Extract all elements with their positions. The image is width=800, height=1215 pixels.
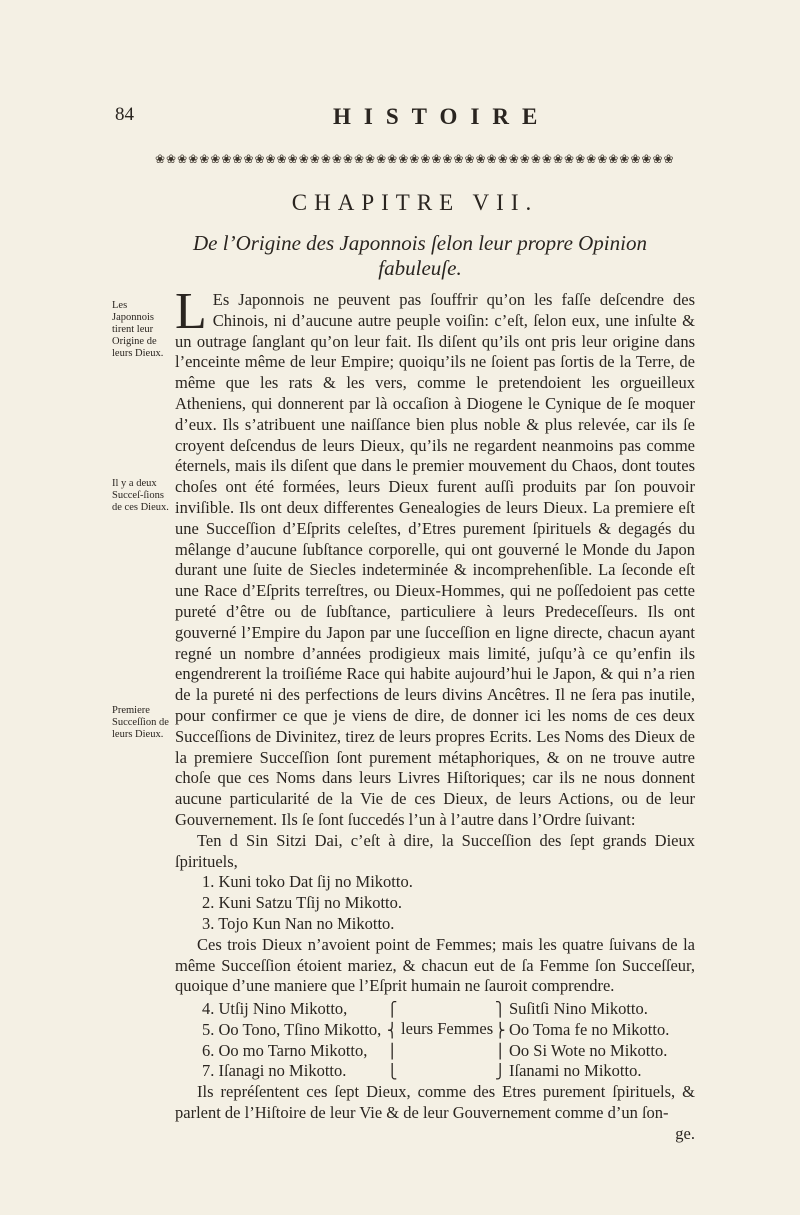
list-item: 3. Tojo Kun Nan no Mikotto. bbox=[202, 913, 395, 933]
list-item: 2. Kuni Satzu Tſij no Mikotto. bbox=[202, 893, 402, 913]
list-item: 6. Oo mo Tarno Mikotto, bbox=[202, 1040, 368, 1060]
paragraph-1 bbox=[175, 283, 695, 831]
list-item: Suſitſi Nino Mikotto. bbox=[509, 999, 648, 1019]
subtitle-line-1: De l’Origine des Japonnois ſelon leur propre Opinion bbox=[193, 231, 647, 255]
list-item: 1. Kuni toko Dat ſij no Mikotto. bbox=[202, 872, 413, 892]
page-number: 84 bbox=[115, 104, 134, 125]
right-brace: ⎫ ⎬ ⎪ ⎭ bbox=[495, 1003, 506, 1081]
list-item: Oo Toma fe no Mikotto. bbox=[509, 1019, 670, 1039]
list-item: 5. Oo Tono, Tſino Mikotto, bbox=[202, 1019, 382, 1039]
chapter-title: CHAPITRE VII. bbox=[291, 190, 539, 215]
husbands-column bbox=[202, 999, 392, 1082]
margin-note-two-successions: Il y a deux Succeſ-ſions de ces Dieux. bbox=[112, 478, 169, 513]
wives-label: leurs Femmes bbox=[401, 1019, 494, 1039]
paragraph-4: Ils repréſentent ces ſept Dieux, comme des Etres purement ſpirituels, & parlent de l’Hiſtoire de leur Vie & de leur Gouvernement comme d’un ſon- bbox=[175, 1082, 695, 1122]
list-item: Oo Si Wote no Mikotto. bbox=[509, 1040, 668, 1060]
subtitle-line-2: fabuleuſe. bbox=[378, 256, 462, 280]
body-text bbox=[175, 283, 695, 1144]
margin-note-origin: Les Japonnois tirent leur Origine de leurs Dieux. bbox=[112, 300, 164, 359]
drop-cap: L bbox=[175, 283, 207, 340]
running-title: HISTOIRE bbox=[333, 104, 551, 129]
paired-gods-list bbox=[175, 999, 695, 1082]
paragraph-2: Ten d Sin Sitzi Dai, c’eſt à dire, la Succeſſion des ſept grands Dieux ſpirituels, bbox=[175, 830, 695, 871]
list-item: 7. Iſanagi no Mikotto. bbox=[202, 1061, 347, 1081]
running-head bbox=[0, 104, 800, 130]
ornament-band: ❀❀❀❀❀❀❀❀❀❀❀❀❀❀❀❀❀❀❀❀❀❀❀❀❀❀❀❀❀❀❀❀❀❀❀❀❀❀❀❀❀❀❀❀❀❀❀ bbox=[155, 152, 675, 166]
paragraph-3: Ces trois Dieux n’avoient point de Femmes; mais les quatre ſuivans de la même Succeſſion étoient mariez, & chacun eut de ſa Femme ſon Succeſſeur, quoique d’une maniere que l’Eſprit humain ne ſauroit comprendre. bbox=[175, 934, 695, 996]
wives-column bbox=[509, 999, 709, 1082]
list-item: 4. Utſij Nino Mikotto, bbox=[202, 999, 348, 1019]
left-brace: ⎧ ⎨ ⎪ ⎩ bbox=[387, 1003, 398, 1081]
paragraph-1-text: Es Japonnois ne peuvent pas ſouffrir qu’on les faſſe deſcendre des Chinois, ni d’aucune autre peuple voiſin: c’eſt, ſelon eux, une inſulte & un outrage ſanglant qu’on leur fait. Ils diſent qu’ils ont pris leur origine dans l’enceinte même de leur Empire; quoiqu’ils ne ſoient pas ſortis de la Terre, de même que les rats & les vers, comme le pretendoient les orgueilleux Atheniens, qui donnerent par là occaſion à Diogene le Cynique de ſe moquer d’eux. Ils s’atribuent une naiſſance bien plus noble & plus relevée, car ils ſe croyent deſcendus de leurs Dieux, qu’ils ne regardent neanmoins pas comme éternels, mais ils diſent que dans le premier mouvement du Chaos, dont toutes choſes ont été formées, leurs Dieux furent auſſi produits par ſon pouvoir inviſible. Ils ont deux differentes Genealogies de leurs Dieux. La premiere eſt une Succeſſion d’Eſprits celeſtes, d’Etres purement ſpirituels & degagés du mêlange d’aucune ſubſtance corporelle, qui ont gouverné le Monde du Japon durant une ſuite de Siecles indeterminée & incomprehenſible. La ſeconde eſt une Race d’Eſprits terreſtres, ou Dieux-Hommes, qui ne poſſedoient pas cette pureté d’être ou de ſubſtance, particuliere à leurs Predeceſſeurs. Ils ont gouverné l’Empire du Japon par une ſucceſſion en ligne directe, chacun ayant regné un nombre d’années prodigieux mais limité, juſqu’à ce qu’enfin ils engendrerent la troiſiéme Race qui habite aujourd’hui le Japon, & qui n’a rien de la pureté ni des perfections de leurs divins Ancêtres. Il ne ſera pas inutile, pour confirmer ce que je viens de dire, de donner ici les noms de ces deux Succeſſions de Divinitez, tirez de leurs propres Ecrits. Les Noms des Dieux de la premiere Succeſſion ſont purement métaphoriques, & on ne trouve autre choſe que ces Noms dans leurs Livres Hiſtoriques; car ils ne nous donnent aucune particularité de la Vie de ces Dieux, de leurs Actions, ou de leur Gouvernement. Ils ſe ſont ſuccedés l’un à l’autre dans l’Ordre ſuivant: bbox=[175, 290, 695, 829]
chapter-subtitle bbox=[140, 231, 700, 281]
list-item: Iſanami no Mikotto. bbox=[509, 1061, 642, 1081]
catchword: ge. bbox=[675, 1123, 695, 1143]
margin-note-first-succession: Premiere Succeſſion de leurs Dieux. bbox=[112, 705, 169, 740]
